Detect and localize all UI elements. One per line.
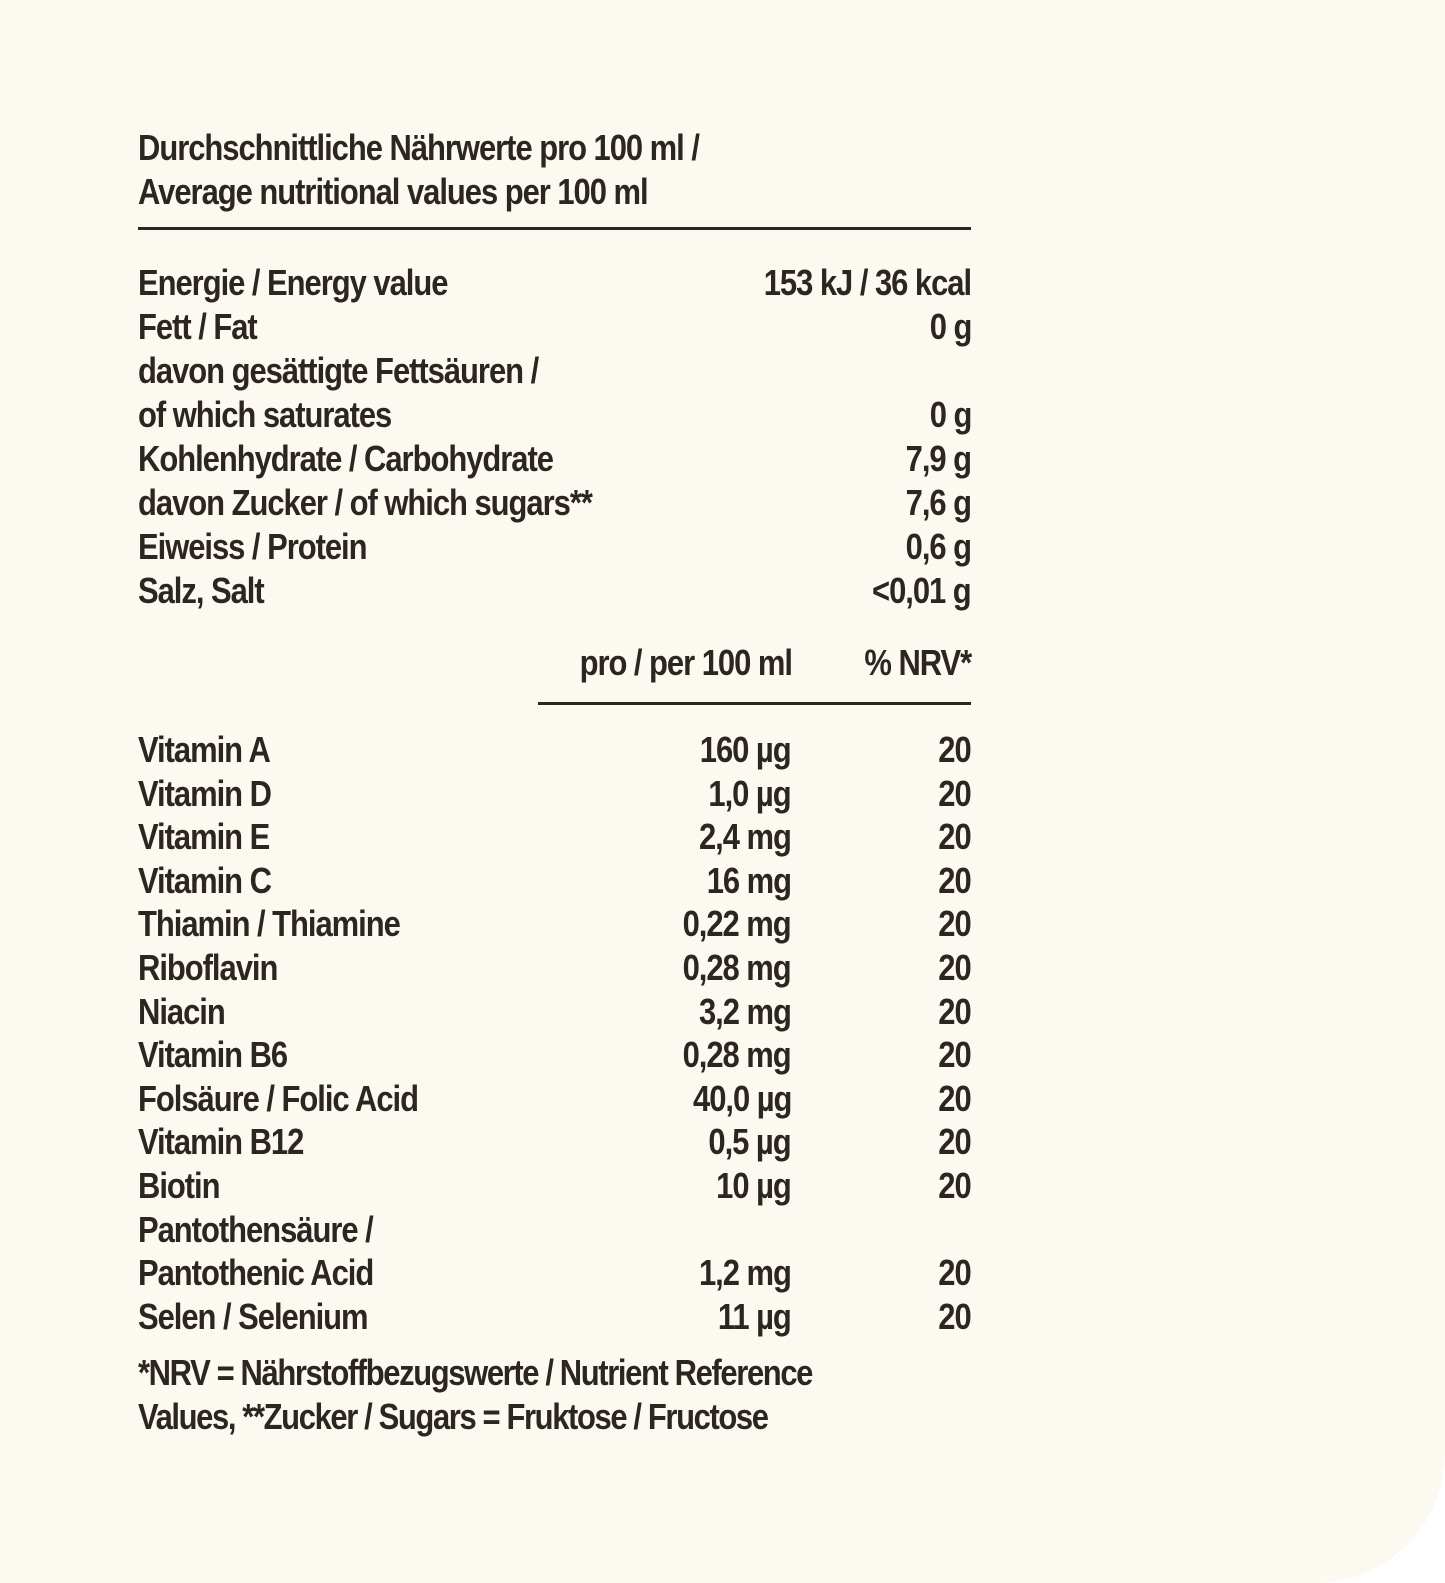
footnote-line-1: *NRV = Nährstoffbezugswerte / Nutrient Reference <box>138 1352 813 1393</box>
vitamin-amount: 1,2 mg <box>699 1252 791 1294</box>
nutrient-value: 0 g <box>929 306 971 347</box>
vitamin-amount: 0,28 mg <box>682 947 791 988</box>
vitamin-nrv: 20 <box>938 1165 971 1206</box>
vitamin-nrv: 20 <box>938 859 971 901</box>
vitamin-row <box>0 815 971 859</box>
vitamin-nrv: 20 <box>938 990 971 1032</box>
vitamin-amount: 0,28 mg <box>682 1034 791 1076</box>
nutrient-row <box>0 305 971 349</box>
vitamin-row <box>0 1033 971 1077</box>
vitamin-row <box>0 946 971 990</box>
vitamin-row <box>0 1164 971 1208</box>
vitamin-nrv: 20 <box>938 1252 971 1294</box>
nutrient-name: Energie / Energy value <box>138 262 448 303</box>
nutrient-name: Fett / Fat <box>138 306 257 347</box>
vitamin-name: Vitamin E <box>138 816 270 858</box>
vitamin-name: Biotin <box>138 1165 220 1206</box>
vitamin-amount: 0,22 mg <box>682 903 791 945</box>
vitamin-name: Pantothenic Acid <box>138 1252 374 1294</box>
column-header-amount-text: pro / per 100 ml <box>579 642 792 683</box>
vitamin-name: Vitamin C <box>138 859 271 901</box>
vitamin-name: Vitamin B6 <box>138 1034 288 1076</box>
vitamin-name: Thiamin / Thiamine <box>138 903 400 945</box>
nutrient-value: 7,9 g <box>905 438 971 479</box>
vitamin-name: Folsäure / Folic Acid <box>138 1077 418 1119</box>
vitamin-header-divider <box>538 702 971 705</box>
nutrient-name: Eiweiss / Protein <box>138 526 367 567</box>
vitamin-amount: 10 µg <box>716 1165 791 1206</box>
nutrient-value: <0,01 g <box>872 570 971 611</box>
vitamin-name: Selen / Selenium <box>138 1295 368 1337</box>
nutrient-value: 0,6 g <box>905 526 971 567</box>
nutrient-name: davon gesättigte Fettsäuren / <box>138 350 539 391</box>
vitamin-amount: 16 mg <box>706 859 791 901</box>
title-line-german: Durchschnittliche Nährwerte pro 100 ml / <box>138 127 699 168</box>
nutrient-row <box>0 261 971 305</box>
vitamin-amount: 3,2 mg <box>699 990 791 1032</box>
footnote-line-2: Values, **Zucker / Sugars = Fruktose / Fructose <box>138 1396 768 1437</box>
nutrient-row <box>0 481 971 525</box>
column-header-nrv-text: % NRV* <box>864 642 971 683</box>
nutrient-row <box>0 569 971 613</box>
vitamin-nrv: 20 <box>938 1077 971 1119</box>
vitamin-row <box>0 1077 971 1121</box>
column-header-nrv <box>847 641 971 685</box>
vitamin-amount: 2,4 mg <box>699 816 791 858</box>
vitamin-row <box>0 772 971 816</box>
vitamin-name: Niacin <box>138 990 225 1032</box>
vitamin-name: Vitamin D <box>138 772 271 814</box>
vitamin-nrv: 20 <box>938 1121 971 1163</box>
vitamin-amount: 11 µg <box>718 1295 791 1337</box>
vitamin-row <box>0 1208 971 1252</box>
vitamin-amount: 0,5 µg <box>708 1121 791 1163</box>
nutrient-name: of which saturates <box>138 394 392 435</box>
nutrient-row <box>0 349 971 393</box>
column-header-amount <box>545 641 792 685</box>
nutrient-name: davon Zucker / of which sugars** <box>138 482 592 523</box>
vitamin-nrv: 20 <box>938 947 971 988</box>
nutrient-name: Salz, Salt <box>138 570 264 611</box>
vitamin-name: Pantothensäure / <box>138 1208 373 1250</box>
vitamin-nrv: 20 <box>938 816 971 858</box>
vitamin-name: Riboflavin <box>138 947 278 988</box>
nutrient-value: 0 g <box>929 394 971 435</box>
vitamin-row <box>0 1120 971 1164</box>
vitamin-row <box>0 1295 971 1339</box>
nutrient-row <box>0 393 971 437</box>
vitamin-nrv: 20 <box>938 772 971 814</box>
vitamin-nrv: 20 <box>938 1034 971 1076</box>
vitamin-nrv: 20 <box>938 1295 971 1337</box>
vitamin-name: Vitamin A <box>138 729 270 770</box>
vitamin-nrv: 20 <box>938 729 971 770</box>
vitamin-row <box>0 990 971 1034</box>
nutrient-name: Kohlenhydrate / Carbohydrate <box>138 438 553 479</box>
title-line-english: Average nutritional values per 100 ml <box>138 171 648 212</box>
vitamin-row <box>0 902 971 946</box>
vitamin-amount: 1,0 µg <box>708 772 791 814</box>
vitamin-nrv: 20 <box>938 903 971 945</box>
nutrient-row <box>0 437 971 481</box>
vitamin-row <box>0 728 971 772</box>
title-divider <box>138 227 971 230</box>
vitamin-amount: 160 µg <box>700 729 791 770</box>
vitamin-row <box>0 859 971 903</box>
vitamin-row <box>0 1251 971 1295</box>
nutrient-row <box>0 525 971 569</box>
vitamin-amount: 40,0 µg <box>692 1077 791 1119</box>
nutrient-value: 7,6 g <box>905 482 971 523</box>
nutrient-value: 153 kJ / 36 kcal <box>763 262 971 303</box>
vitamin-name: Vitamin B12 <box>138 1121 304 1163</box>
